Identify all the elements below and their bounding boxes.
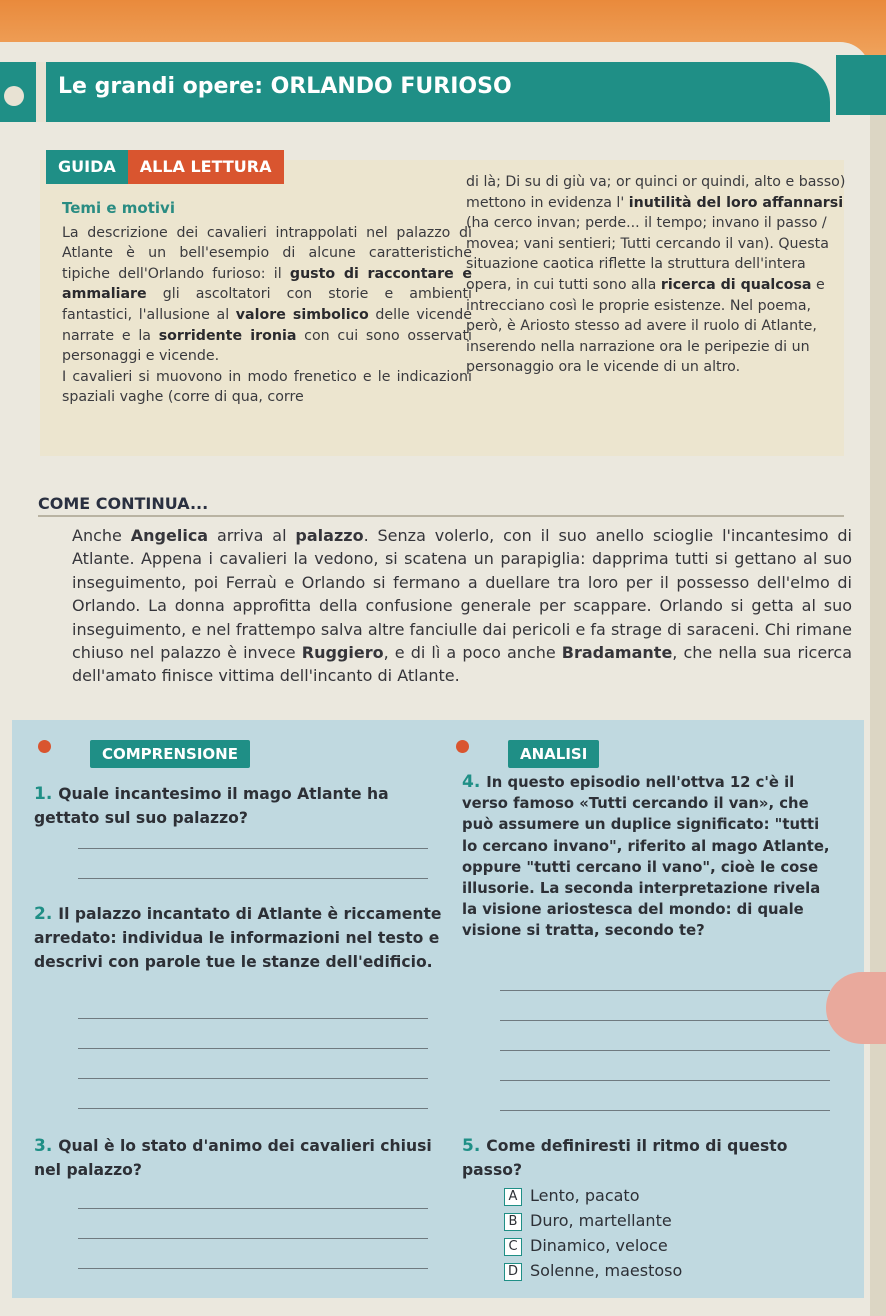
option-c[interactable] — [504, 1234, 668, 1258]
continua-key: palazzo — [295, 526, 364, 545]
header-dot-icon — [4, 86, 24, 106]
question-5 — [462, 1134, 852, 1182]
guida-heading: Temi e motivi — [62, 199, 175, 217]
comprensione-bullet-icon — [38, 740, 51, 753]
answer-line[interactable] — [500, 1080, 830, 1081]
guida-text: con cui sono osservati personaggi e vicende. — [62, 327, 473, 365]
answer-line[interactable] — [500, 1110, 830, 1111]
continua-text — [72, 524, 852, 688]
option-letter: D — [504, 1263, 522, 1281]
question-1 — [34, 782, 444, 830]
analisi-label: ANALISI — [508, 740, 599, 768]
answer-line[interactable] — [78, 1108, 428, 1109]
option-text: Lento, pacato — [530, 1186, 640, 1205]
question-text: Quale incantesimo il mago Atlante ha gettato sul suo palazzo? — [34, 785, 389, 827]
question-text: Qual è lo stato d'animo dei cavalieri chiusi nel palazzo? — [34, 1137, 432, 1179]
continua-text-part: arriva al — [216, 526, 287, 545]
answer-line[interactable] — [78, 1048, 428, 1049]
answer-line[interactable] — [78, 1078, 428, 1079]
continua-key: Bradamante — [561, 643, 673, 663]
question-text: Il palazzo incantato di Atlante è riccamente arredato: individua le informazioni nel testo e descrivi con parole tue le stanze dell'edificio. — [34, 905, 442, 971]
option-text: Solenne, maestoso — [530, 1261, 683, 1280]
question-number: 5. — [462, 1136, 481, 1156]
guida-text: La descrizione dei cavalieri intrappolati nel palazzo di Atlante è un bell'esempio di alcune caratteristiche tipiche dell'Orlando furioso: il — [62, 224, 472, 282]
comprensione-label: COMPRENSIONE — [90, 740, 250, 768]
continua-text-part: Anche — [72, 526, 122, 545]
question-number: 3. — [34, 1136, 53, 1156]
guida-box — [40, 160, 844, 456]
answer-line[interactable] — [78, 878, 428, 879]
question-3 — [34, 1134, 444, 1182]
continua-text-part: , e di lì a poco anche — [383, 643, 556, 663]
question-2 — [34, 902, 444, 974]
right-tab — [836, 55, 886, 115]
answer-line[interactable] — [500, 1050, 830, 1051]
guida-tab-b: ALLA LETTURA — [128, 150, 284, 184]
answer-line[interactable] — [78, 1018, 428, 1019]
guida-key: ricerca di qualcosa — [660, 276, 812, 293]
question-number: 1. — [34, 784, 53, 804]
guida-text: di là; Di su di giù va; or quinci or quindi, alto e basso) mettono in evidenza l' — [466, 174, 846, 211]
exercise-panel — [12, 720, 864, 1298]
divider — [38, 515, 844, 517]
option-text: Dinamico, veloce — [530, 1236, 668, 1255]
option-text: Duro, martellante — [530, 1211, 672, 1230]
chapter-title: Le grandi opere: ORLANDO FURIOSO — [58, 74, 512, 99]
guida-tab-a: GUIDA — [46, 150, 128, 184]
continua-text-part: . Senza volerlo, con il suo anello scioglie l'incantesimo di Atlante. Appena i cavalieri la vedono, si scatena un parapiglia: dapprima tutti si gettano al suo inseguimento, poi Ferraù e Orlando si fermano a duellare tra loro per il possesso dell'elmo di Orlando. La donna approfitta della confusione generale per scappare. Orlando si getta al suo inseguimento, e nel frattempo salva altre fanciulle dai pericoli e fa strage di saraceni. Chi rimane chiuso nel palazzo è invece — [72, 526, 853, 663]
question-4 — [462, 772, 834, 942]
answer-line[interactable] — [500, 990, 830, 991]
option-letter: A — [504, 1188, 522, 1206]
guida-tab — [46, 150, 284, 184]
guida-text: I cavalieri si muovono in modo frenetico e le indicazioni spaziali vaghe (corre di qua, corre — [62, 368, 472, 406]
continua-title: COME CONTINUA... — [38, 494, 209, 513]
guida-text: (ha cerco invan; perde... il tempo; invano il passo / movea; vani sentieri; Tutti cercando il van). Questa situazione caotica riflette la struttura dell'intera opera, in cui tutti sono alla — [466, 215, 829, 293]
answer-line[interactable] — [78, 1268, 428, 1269]
answer-line[interactable] — [78, 1238, 428, 1239]
guida-text: e intrecciano così le proprie esistenze. Nel poema, però, è Ariosto stesso ad avere il ruolo di Atlante, inserendo nella narrazione ora le peripezie di un personaggio ora le vicende di un altro. — [466, 276, 825, 376]
question-text: Come definiresti il ritmo di questo passo? — [462, 1137, 788, 1179]
guida-key: gusto di raccontare e ammaliare — [62, 265, 472, 303]
guida-key: inutilità del loro affannarsi — [628, 194, 844, 211]
answer-line[interactable] — [500, 1020, 830, 1021]
answer-line[interactable] — [78, 1208, 428, 1209]
option-d[interactable] — [504, 1259, 682, 1283]
option-letter: C — [504, 1238, 522, 1256]
guida-right-column — [466, 172, 846, 378]
header-bar — [36, 62, 46, 122]
option-b[interactable] — [504, 1209, 672, 1233]
analisi-bullet-icon — [456, 740, 469, 753]
chapter-header — [0, 62, 830, 122]
continua-key: Angelica — [130, 526, 209, 545]
continua-text-part: , che nella sua ricerca dell'amato finisce vittima dell'incanto di Atlante. — [72, 643, 853, 686]
guida-text: gli ascoltatori con storie e ambienti fantastici, l'allusione al — [62, 286, 472, 323]
guida-key: sorridente ironia — [158, 327, 297, 344]
guida-left-column — [62, 198, 472, 408]
guida-key: valore simbolico — [235, 306, 369, 323]
question-number: 4. — [462, 772, 481, 792]
option-a[interactable] — [504, 1184, 639, 1208]
question-number: 2. — [34, 904, 53, 924]
option-letter: B — [504, 1213, 522, 1231]
guida-text: delle vicende narrate e la — [62, 306, 472, 344]
answer-line[interactable] — [78, 848, 428, 849]
question-text: In questo episodio nell'ottva 12 c'è il verso famoso «Tutti cercando il van», che può assumere un duplice significato: "tutti lo cercano invano", riferito al mago Atlante, oppure "tutti cercano il vano", cioè le cose illusorie. La seconda interpretazione rivela la visione ariostesca del mondo: di quale visione si tratta, secondo te? — [462, 774, 830, 940]
continua-key: Ruggiero — [301, 643, 384, 663]
